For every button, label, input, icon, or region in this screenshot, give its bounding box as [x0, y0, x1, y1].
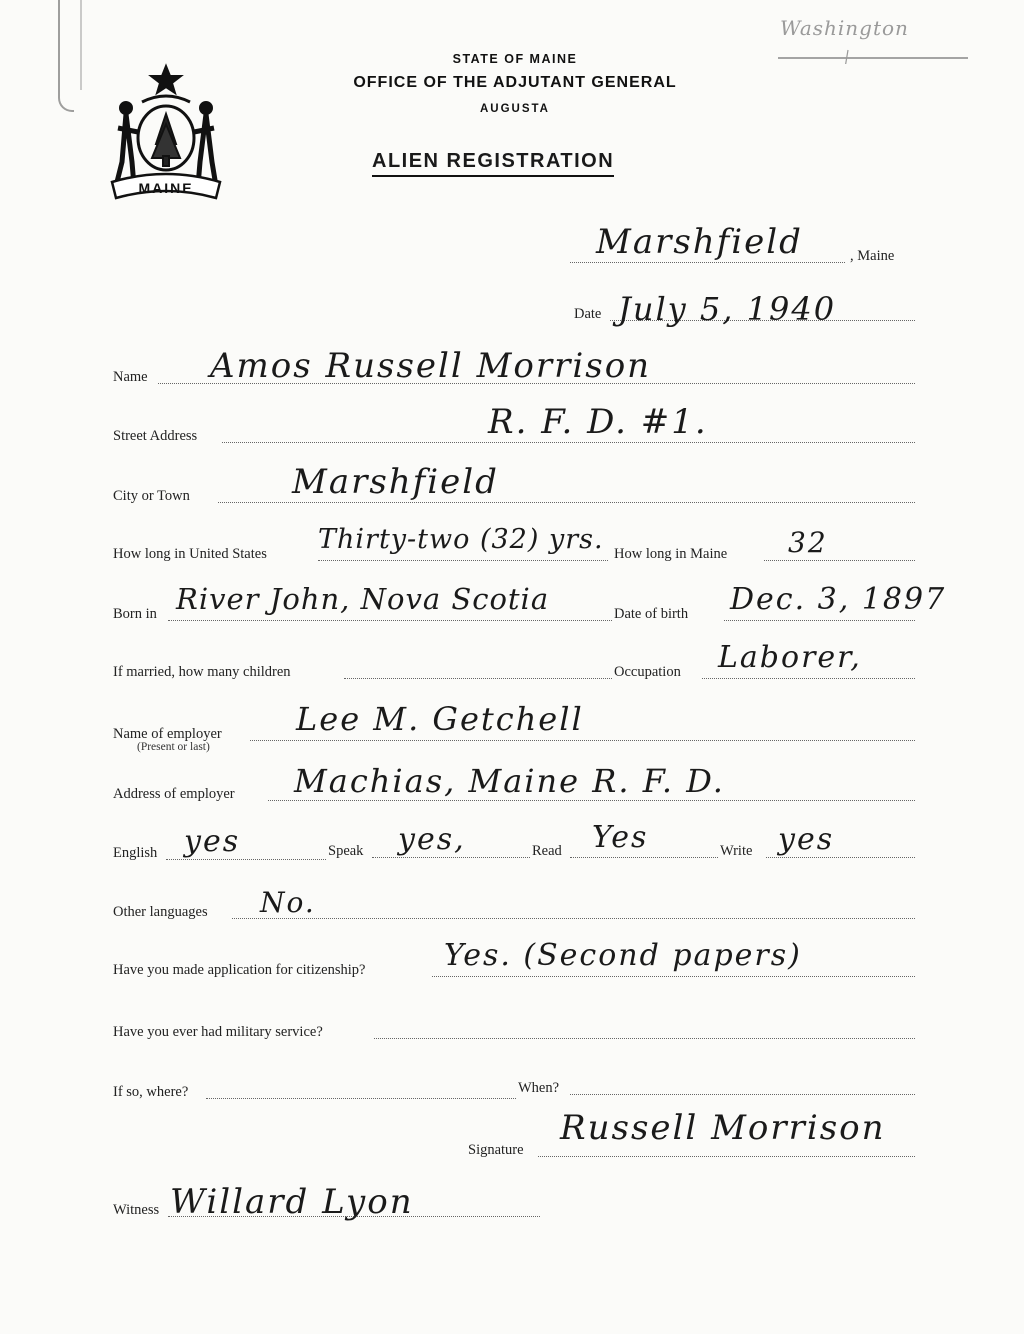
how-long-maine-value: 32	[788, 526, 828, 559]
english-dots	[166, 859, 326, 860]
occupation-dots	[702, 678, 915, 679]
if-so-where-label: If so, where?	[113, 1084, 189, 1100]
when-dots	[570, 1094, 915, 1095]
employer-name-label: Name of employer	[113, 726, 222, 742]
occupation-label: Occupation	[614, 664, 681, 680]
scan-edge-line	[80, 0, 82, 90]
witness-value: Willard Lyon	[170, 1182, 414, 1222]
header-city: AUGUSTA	[479, 103, 550, 115]
employer-address-dots	[268, 800, 915, 801]
when-label: When?	[518, 1080, 560, 1096]
citizenship-label: Have you made application for citizenship?	[113, 962, 366, 978]
write-dots	[766, 857, 915, 858]
english-label: English	[113, 845, 158, 861]
write-value: yes	[778, 822, 835, 857]
witness-label: Witness	[113, 1202, 160, 1218]
married-children-label: If married, how many children	[113, 664, 291, 680]
seal-label: MAINE	[138, 180, 194, 196]
signature-value: Russell Morrison	[560, 1108, 886, 1148]
how-long-us-dots	[318, 560, 608, 561]
english-value: yes	[184, 824, 241, 859]
other-languages-dots	[232, 918, 915, 919]
employer-address-value: Machias, Maine R. F. D.	[294, 762, 725, 800]
form-title: ALIEN REGISTRATION	[372, 150, 614, 177]
speak-label: Speak	[328, 843, 364, 859]
employer-name-dots	[250, 740, 915, 741]
city-or-town-dots	[218, 502, 915, 503]
how-long-maine-label: How long in Maine	[614, 546, 728, 562]
header-office: OFFICE OF THE ADJUTANT GENERAL	[353, 74, 677, 91]
how-long-us-value: Thirty-two (32) yrs.	[318, 524, 604, 555]
born-in-label: Born in	[113, 606, 157, 622]
date-of-birth-dots	[724, 620, 915, 621]
maine-suffix-label: , Maine	[850, 248, 895, 264]
how-long-us-label: How long in United States	[113, 546, 267, 562]
signature-dots	[538, 1156, 915, 1157]
town-dots	[570, 262, 845, 263]
date-of-birth-label: Date of birth	[614, 606, 689, 622]
read-value: Yes	[592, 820, 649, 855]
citizenship-dots	[432, 976, 915, 977]
scan-edge-mark	[58, 0, 74, 112]
married-children-dots	[344, 678, 612, 679]
speak-dots	[372, 857, 530, 858]
if-so-where-dots	[206, 1098, 516, 1099]
signature-label: Signature	[468, 1142, 524, 1158]
citizenship-value: Yes. (Second papers)	[444, 938, 802, 973]
name-value: Amos Russell Morrison	[210, 346, 652, 386]
town-value: Marshfield	[596, 222, 803, 262]
street-address-value: R. F. D. #1.	[488, 402, 708, 442]
born-in-dots	[168, 620, 612, 621]
employer-note-label: (Present or last)	[137, 741, 210, 753]
date-of-birth-value: Dec. 3, 1897	[730, 582, 947, 617]
employer-name-value: Lee M. Getchell	[296, 700, 584, 738]
maine-state-seal-icon	[108, 62, 224, 200]
occupation-value: Laborer,	[718, 640, 862, 675]
write-label: Write	[720, 843, 753, 859]
how-long-maine-dots	[764, 560, 915, 561]
born-in-value: River John, Nova Scotia	[176, 582, 550, 616]
date-value: July 5, 1940	[618, 290, 837, 328]
header-state: STATE OF MAINE	[452, 52, 578, 66]
date-label: Date	[574, 306, 602, 322]
corner-note-underline-icon	[778, 14, 968, 64]
street-address-label: Street Address	[113, 428, 198, 444]
read-dots	[570, 857, 718, 858]
speak-value: yes,	[398, 822, 466, 857]
military-dots	[374, 1038, 915, 1039]
military-label: Have you ever had military service?	[113, 1024, 323, 1040]
corner-note: Washington	[780, 16, 909, 40]
read-label: Read	[532, 843, 562, 859]
other-languages-label: Other languages	[113, 904, 208, 920]
city-or-town-label: City or Town	[113, 488, 190, 504]
other-languages-value: No.	[260, 886, 316, 919]
city-or-town-value: Marshfield	[292, 462, 499, 502]
street-address-dots	[222, 442, 915, 443]
employer-address-label: Address of employer	[113, 786, 235, 802]
name-label: Name	[113, 369, 148, 385]
